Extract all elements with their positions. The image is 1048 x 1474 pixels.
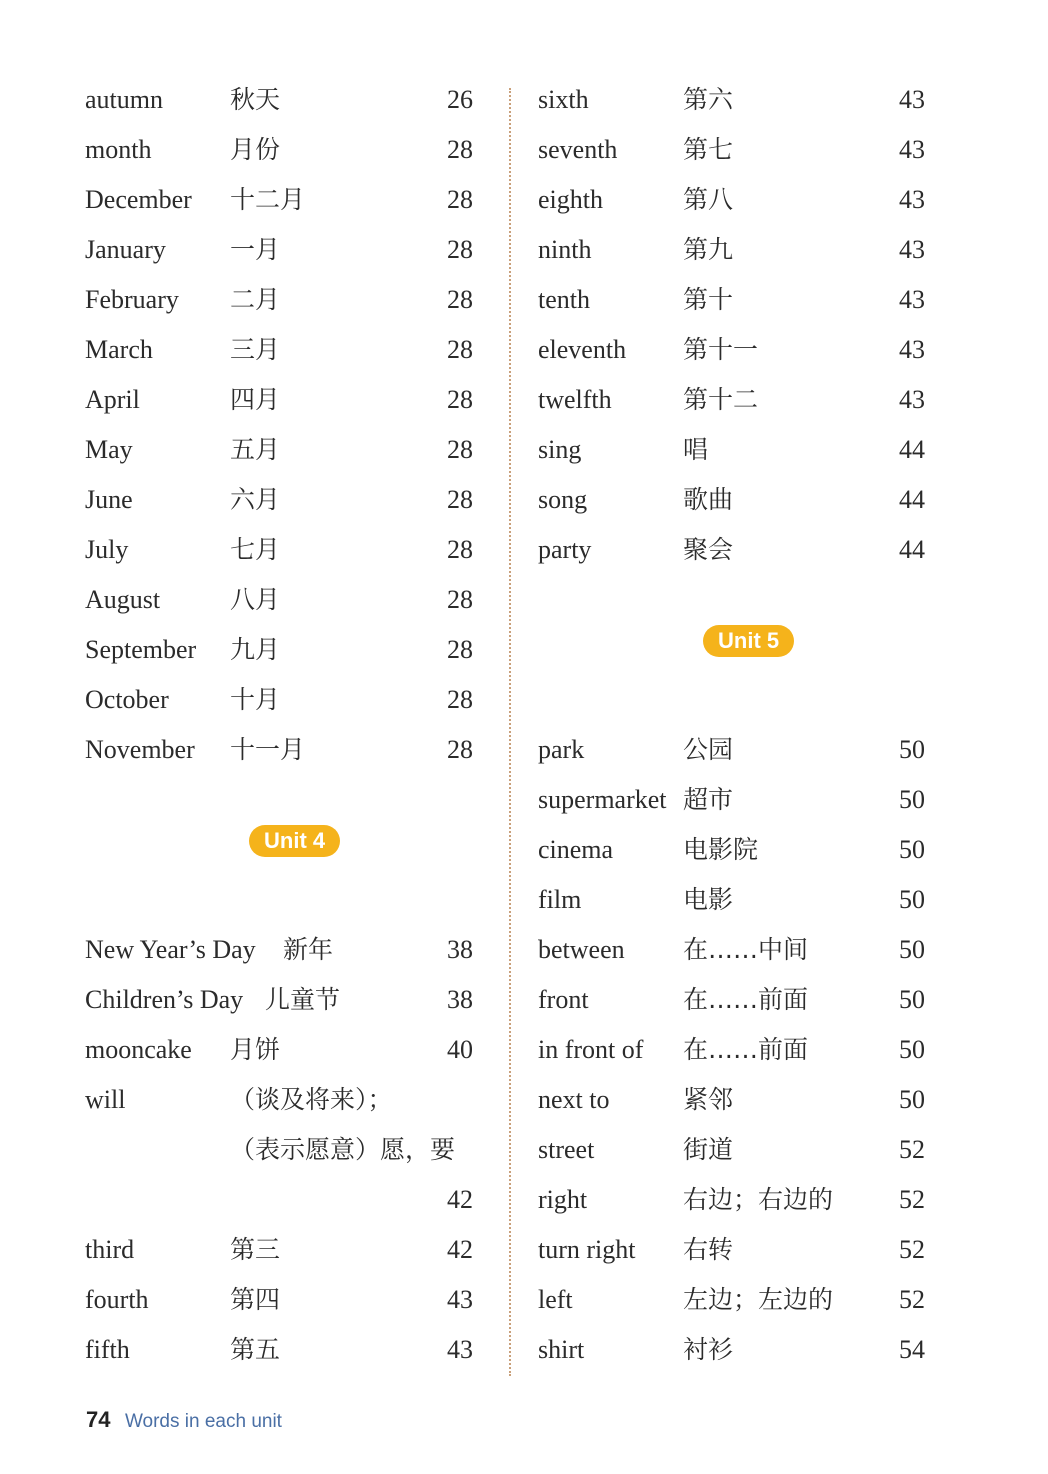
- page-ref: 28: [447, 535, 473, 564]
- english-word: eighth: [538, 185, 603, 214]
- chinese-meaning: 三月: [230, 335, 281, 364]
- word-entry: [538, 1175, 958, 1225]
- unit-heading-row: [85, 775, 505, 925]
- word-entry: [538, 1075, 958, 1125]
- chinese-meaning: 十一月: [230, 735, 306, 764]
- page-ref: 28: [447, 585, 473, 614]
- word-entry: [85, 975, 505, 1025]
- chinese-meaning: 月饼: [230, 1035, 281, 1064]
- page-ref: 50: [899, 1085, 925, 1114]
- english-word: street: [538, 1135, 595, 1164]
- english-word: third: [85, 1235, 135, 1264]
- page-ref: 52: [899, 1185, 925, 1214]
- chinese-meaning: 秋天: [230, 85, 281, 114]
- page-number: 74: [86, 1407, 111, 1432]
- chinese-meaning: 街道: [683, 1135, 734, 1164]
- english-word: right: [538, 1185, 588, 1214]
- english-word: Children’s Day: [85, 985, 244, 1014]
- word-entry: [538, 175, 958, 225]
- chinese-meaning: 歌曲: [683, 485, 734, 514]
- chinese-meaning: 在……前面: [683, 985, 809, 1014]
- page-ref: 38: [447, 935, 473, 964]
- english-word: film: [538, 885, 582, 914]
- page-ref: 52: [899, 1135, 925, 1164]
- english-word: song: [538, 485, 588, 514]
- chinese-meaning: 第十一: [683, 335, 759, 364]
- word-entry: [85, 725, 505, 775]
- english-word: front: [538, 985, 589, 1014]
- page-ref: 28: [447, 235, 473, 264]
- word-entry: [538, 475, 958, 525]
- english-word: cinema: [538, 835, 614, 864]
- english-word: sixth: [538, 85, 589, 114]
- word-entry: [85, 475, 505, 525]
- page-ref: 43: [899, 385, 925, 414]
- page-ref: 50: [899, 735, 925, 764]
- english-word: May: [85, 435, 133, 464]
- chinese-meaning: 超市: [683, 785, 734, 814]
- word-entry: [538, 225, 958, 275]
- chinese-meaning: 七月: [230, 535, 281, 564]
- english-word: fifth: [85, 1335, 130, 1364]
- unit-badge: Unit 4: [249, 825, 340, 857]
- word-entry: [85, 375, 505, 425]
- page-ref: 44: [899, 435, 925, 464]
- word-entry: [538, 1275, 958, 1325]
- english-word: will: [85, 1085, 126, 1114]
- word-entry: [538, 525, 958, 575]
- unit-badge: Unit 5: [703, 625, 794, 657]
- chinese-meaning: （谈及将来）；: [230, 1085, 393, 1114]
- chinese-meaning: 十月: [230, 685, 281, 714]
- chinese-meaning: 电影: [683, 885, 734, 914]
- page-ref: 28: [447, 335, 473, 364]
- page-ref: 52: [899, 1235, 925, 1264]
- word-entry: [85, 925, 505, 975]
- page-ref: 28: [447, 685, 473, 714]
- unit-heading-row: [538, 575, 958, 725]
- word-entry: [538, 375, 958, 425]
- word-entry: [538, 1125, 958, 1175]
- page-ref: 43: [447, 1335, 473, 1364]
- page-ref: 40: [447, 1035, 473, 1064]
- word-entry: [538, 825, 958, 875]
- english-word: December: [85, 185, 192, 214]
- english-word: October: [85, 685, 169, 714]
- english-word: tenth: [538, 285, 590, 314]
- chinese-meaning: 聚会: [683, 535, 734, 564]
- word-entry: [538, 1225, 958, 1275]
- page-ref: 28: [447, 485, 473, 514]
- english-word: twelfth: [538, 385, 612, 414]
- chinese-meaning: 儿童节: [265, 985, 341, 1014]
- english-word: eleventh: [538, 335, 627, 364]
- word-entry: [85, 175, 505, 225]
- word-entry: [538, 725, 958, 775]
- chinese-meaning: 紧邻: [683, 1085, 734, 1114]
- right-word-column: [538, 75, 958, 1375]
- page-ref: 43: [899, 335, 925, 364]
- chinese-meaning: 十二月: [230, 185, 306, 214]
- english-word: supermarket: [538, 785, 667, 814]
- chinese-meaning: 第八: [683, 185, 734, 214]
- english-word: August: [85, 585, 161, 614]
- page-ref: 43: [899, 85, 925, 114]
- english-word: month: [85, 135, 152, 164]
- page-ref: 38: [447, 985, 473, 1014]
- chinese-meaning: 电影院: [683, 835, 759, 864]
- english-word: mooncake: [85, 1035, 192, 1064]
- page-footer: [86, 1403, 282, 1437]
- page-ref: 54: [899, 1335, 925, 1364]
- english-word: March: [85, 335, 153, 364]
- word-entry: [85, 225, 505, 275]
- page-ref: 28: [447, 285, 473, 314]
- page-ref: 50: [899, 935, 925, 964]
- english-word: seventh: [538, 135, 618, 164]
- word-entry: [538, 775, 958, 825]
- word-entry: [538, 75, 958, 125]
- chinese-meaning: 第五: [230, 1335, 281, 1364]
- chinese-meaning: 左边；左边的: [683, 1285, 834, 1314]
- english-word: April: [85, 385, 140, 414]
- word-entry: [538, 975, 958, 1025]
- chinese-meaning: 第三: [230, 1235, 281, 1264]
- english-word: shirt: [538, 1335, 585, 1364]
- page-ref: 43: [899, 285, 925, 314]
- footer-section-label: Words in each unit: [124, 1411, 282, 1432]
- chinese-meaning: 在……中间: [683, 935, 809, 964]
- left-word-column: [85, 75, 505, 1375]
- page-ref: 28: [447, 435, 473, 464]
- page-ref: 43: [899, 135, 925, 164]
- page-ref: 50: [899, 985, 925, 1014]
- word-entry: [85, 525, 505, 575]
- chinese-meaning: 在……前面: [683, 1035, 809, 1064]
- english-word: New Year’s Day: [85, 935, 256, 964]
- english-word: next to: [538, 1085, 610, 1114]
- english-word: sing: [538, 435, 582, 464]
- chinese-meaning: 一月: [230, 235, 281, 264]
- english-word: autumn: [85, 85, 163, 114]
- word-entry: [538, 325, 958, 375]
- word-entry: [85, 1175, 505, 1225]
- page-ref: 50: [899, 835, 925, 864]
- chinese-meaning: 第四: [230, 1285, 281, 1314]
- word-entry: [85, 125, 505, 175]
- word-entry: [85, 325, 505, 375]
- page-ref: 50: [899, 885, 925, 914]
- word-entry: [85, 1025, 505, 1075]
- page-ref: 50: [899, 1035, 925, 1064]
- word-entry: [85, 625, 505, 675]
- english-word: left: [538, 1285, 573, 1314]
- page-ref: 26: [447, 85, 473, 114]
- page-ref: 43: [899, 185, 925, 214]
- english-word: July: [85, 535, 129, 564]
- word-entry: [85, 1275, 505, 1325]
- chinese-meaning: 第十: [683, 285, 734, 314]
- chinese-meaning: 唱: [683, 435, 709, 464]
- word-entry: [538, 925, 958, 975]
- chinese-meaning: 第六: [683, 85, 734, 114]
- word-entry: [538, 125, 958, 175]
- page-ref: 42: [447, 1185, 473, 1214]
- chinese-meaning: 月份: [230, 135, 281, 164]
- english-word: November: [85, 735, 195, 764]
- english-word: ninth: [538, 235, 592, 264]
- word-entry: [85, 1125, 505, 1175]
- page-ref: 42: [447, 1235, 473, 1264]
- page-ref: 28: [447, 385, 473, 414]
- word-entry: [85, 1225, 505, 1275]
- page-ref: 28: [447, 735, 473, 764]
- chinese-meaning: 第九: [683, 235, 734, 264]
- chinese-meaning: 右转: [683, 1235, 734, 1264]
- english-word: September: [85, 635, 197, 664]
- page-ref: 28: [447, 635, 473, 664]
- page-ref: 50: [899, 785, 925, 814]
- page-ref: 44: [899, 485, 925, 514]
- word-entry: [85, 675, 505, 725]
- chinese-meaning: 第七: [683, 135, 734, 164]
- english-word: fourth: [85, 1285, 149, 1314]
- english-word: January: [85, 235, 166, 264]
- english-word: June: [85, 485, 133, 514]
- chinese-meaning: 八月: [230, 585, 281, 614]
- word-entry: [538, 1325, 958, 1375]
- english-word: between: [538, 935, 625, 964]
- english-word: park: [538, 735, 585, 764]
- chinese-meaning: 第十二: [683, 385, 759, 414]
- word-entry: [85, 75, 505, 125]
- word-entry: [85, 575, 505, 625]
- page-ref: 28: [447, 185, 473, 214]
- word-entry: [85, 1075, 505, 1125]
- word-entry: [538, 425, 958, 475]
- word-entry: [85, 275, 505, 325]
- chinese-meaning: 六月: [230, 485, 281, 514]
- page-ref: 52: [899, 1285, 925, 1314]
- chinese-meaning: 新年: [283, 935, 334, 964]
- english-word: in front of: [538, 1035, 644, 1064]
- page-ref: 28: [447, 135, 473, 164]
- word-entry: [538, 875, 958, 925]
- chinese-meaning: 公园: [683, 735, 734, 764]
- column-divider: [509, 88, 511, 1376]
- chinese-meaning: 四月: [230, 385, 281, 414]
- page-ref: 43: [899, 235, 925, 264]
- chinese-meaning: 右边；右边的: [683, 1185, 834, 1214]
- english-word: February: [85, 285, 179, 314]
- page-ref: 44: [899, 535, 925, 564]
- chinese-meaning: 二月: [230, 285, 281, 314]
- chinese-meaning: 衬衫: [683, 1335, 734, 1364]
- word-entry: [85, 425, 505, 475]
- chinese-meaning: 五月: [230, 435, 281, 464]
- chinese-meaning: （表示愿意）愿，要: [230, 1135, 456, 1164]
- page-ref: 43: [447, 1285, 473, 1314]
- word-entry: [85, 1325, 505, 1375]
- english-word: party: [538, 535, 592, 564]
- chinese-meaning: 九月: [230, 635, 281, 664]
- word-entry: [538, 1025, 958, 1075]
- word-entry: [538, 275, 958, 325]
- english-word: turn right: [538, 1235, 636, 1264]
